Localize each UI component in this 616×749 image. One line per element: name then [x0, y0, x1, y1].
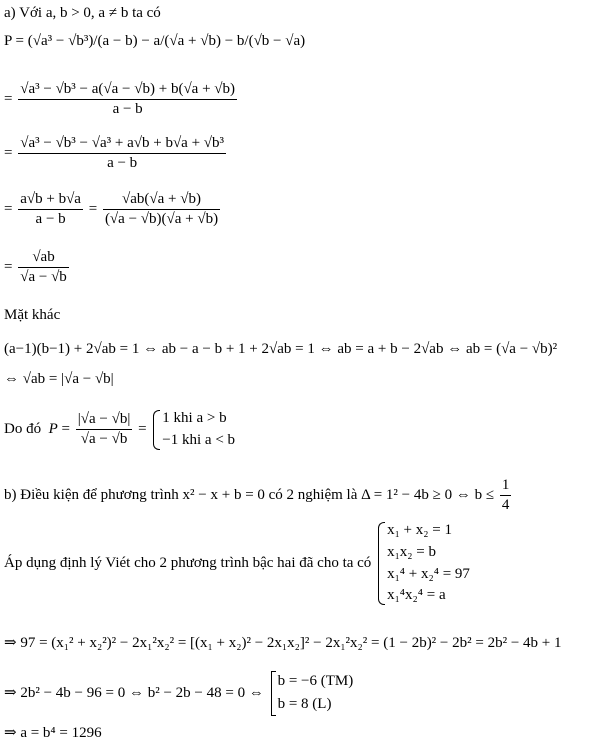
conclusion-P: Do đó P = $\frac{|√a - √b|}{√a - √b}$ = 1 khi a > b −1 khi a < b	[4, 408, 235, 452]
fraction-step-4-left	[18, 192, 83, 227]
denominator: (√a − √b)(√a + √b)	[104, 211, 219, 227]
equation-1: (a−1)(b−1) + 2√ab = 1 ⇔ ab − a − b + 1 + 2√ab = 1 ⇔ ab = a + b − 2√ab ⇔ ab = (√a − √b)²	[4, 341, 558, 357]
system-eq-1: x₁ + x₂ = 1	[387, 522, 452, 538]
denominator: a − b	[35, 211, 66, 227]
numerator: a√b + b√a	[18, 192, 83, 210]
quadratic-line	[4, 670, 353, 717]
viet-text: Áp dụng định lý Viét cho 2 phương trình bậc hai đã cho ta có	[4, 555, 372, 571]
quadratic-text: ⇒ 2b² − 4b − 96 = 0 ⇔ b² − 2b − 48 = 0 ⇔	[4, 684, 264, 701]
do-do-label: Do đó	[4, 421, 42, 438]
fraction-P	[76, 412, 133, 447]
case-2: −1 khi a < b	[162, 431, 236, 448]
root-2: b = 8 (L)	[277, 696, 332, 713]
viet-system-line	[4, 520, 470, 607]
condition-text: b) Điều kiện để phương trình x² − x + b = 0 có 2 nghiệm là Δ = 1² − 4b ≥ 0 ⇔ b ≤	[4, 486, 495, 503]
fraction-step-3	[18, 136, 226, 171]
part-a-intro: a) Với a, b > 0, a ≠ b ta có	[4, 5, 161, 21]
system-eq-2: x₁x₂ = b	[387, 543, 436, 560]
final-result: ⇒ a = b⁴ = 1296	[4, 725, 102, 741]
denominator: 4	[501, 497, 510, 513]
system-eq-4: x₁⁴x₂⁴ = a	[387, 587, 446, 604]
numerator: 1	[500, 478, 512, 496]
numerator: |√a − √b|	[76, 412, 133, 430]
system-eq-3: x₁⁴ + x₂⁴ = 97	[387, 565, 470, 582]
case-1: 1 khi a > b	[162, 410, 227, 426]
denominator: √a − √b	[20, 269, 67, 285]
numerator: √ab	[18, 250, 69, 268]
piecewise-cases	[150, 408, 235, 452]
fraction-step-5	[18, 250, 69, 285]
denominator: a − b	[112, 101, 143, 117]
root-1: b = −6 (TM)	[277, 673, 354, 689]
formula-step-4: = $\frac{a√b + b√a}{a - b}$ = $\frac{√ab(√a + √b)}{(√a - √b)(√a + √b)}$	[4, 191, 219, 227]
equation-97: ⇒ 97 = (x₁² + x₂²)² − 2x₁²x₂² = [(x₁ + x₂)² − 2x₁x₂]² − 2x₁²x₂² = (1 − 2b)² − 2b² = 2b² − 4b + 1	[4, 635, 562, 651]
fraction-step-4-right	[103, 192, 220, 227]
mat-khac-label: Mặt khác	[4, 307, 61, 323]
numerator: √ab(√a + √b)	[103, 192, 220, 210]
numerator: √a³ − √b³ − a(√a − √b) + b(√a + √b)	[18, 82, 237, 100]
fraction-one-quarter	[500, 478, 512, 513]
formula-step-2: = $\frac{\text{√a³ − √b³ − a(√a − √b) + b(√a + √b)}}{a - b}$	[4, 81, 236, 117]
equation-2: ⇔ √ab = |√a − √b|	[4, 371, 114, 387]
formula-step-5: = $\frac{√ab}{√a - √b}$	[4, 249, 67, 285]
roots-bracket	[268, 670, 354, 717]
numerator: √a³ − √b³ − √a³ + a√b + b√a + √b³	[18, 136, 226, 154]
fraction-step-2	[18, 82, 237, 117]
denominator: √a − √b	[80, 431, 128, 448]
formula-P-definition: P = (√a³ − √b³)/(a − b) − a/(√a + √b) − b/(√b − √a)	[4, 33, 306, 49]
formula-step-3: = $\frac{\text{√a³ − √b³ − √a³ + a√b + b√a + √b³}}{a - b}$	[4, 135, 225, 171]
viet-system	[375, 520, 470, 607]
part-b-condition	[4, 478, 513, 513]
denominator: a − b	[107, 155, 138, 171]
